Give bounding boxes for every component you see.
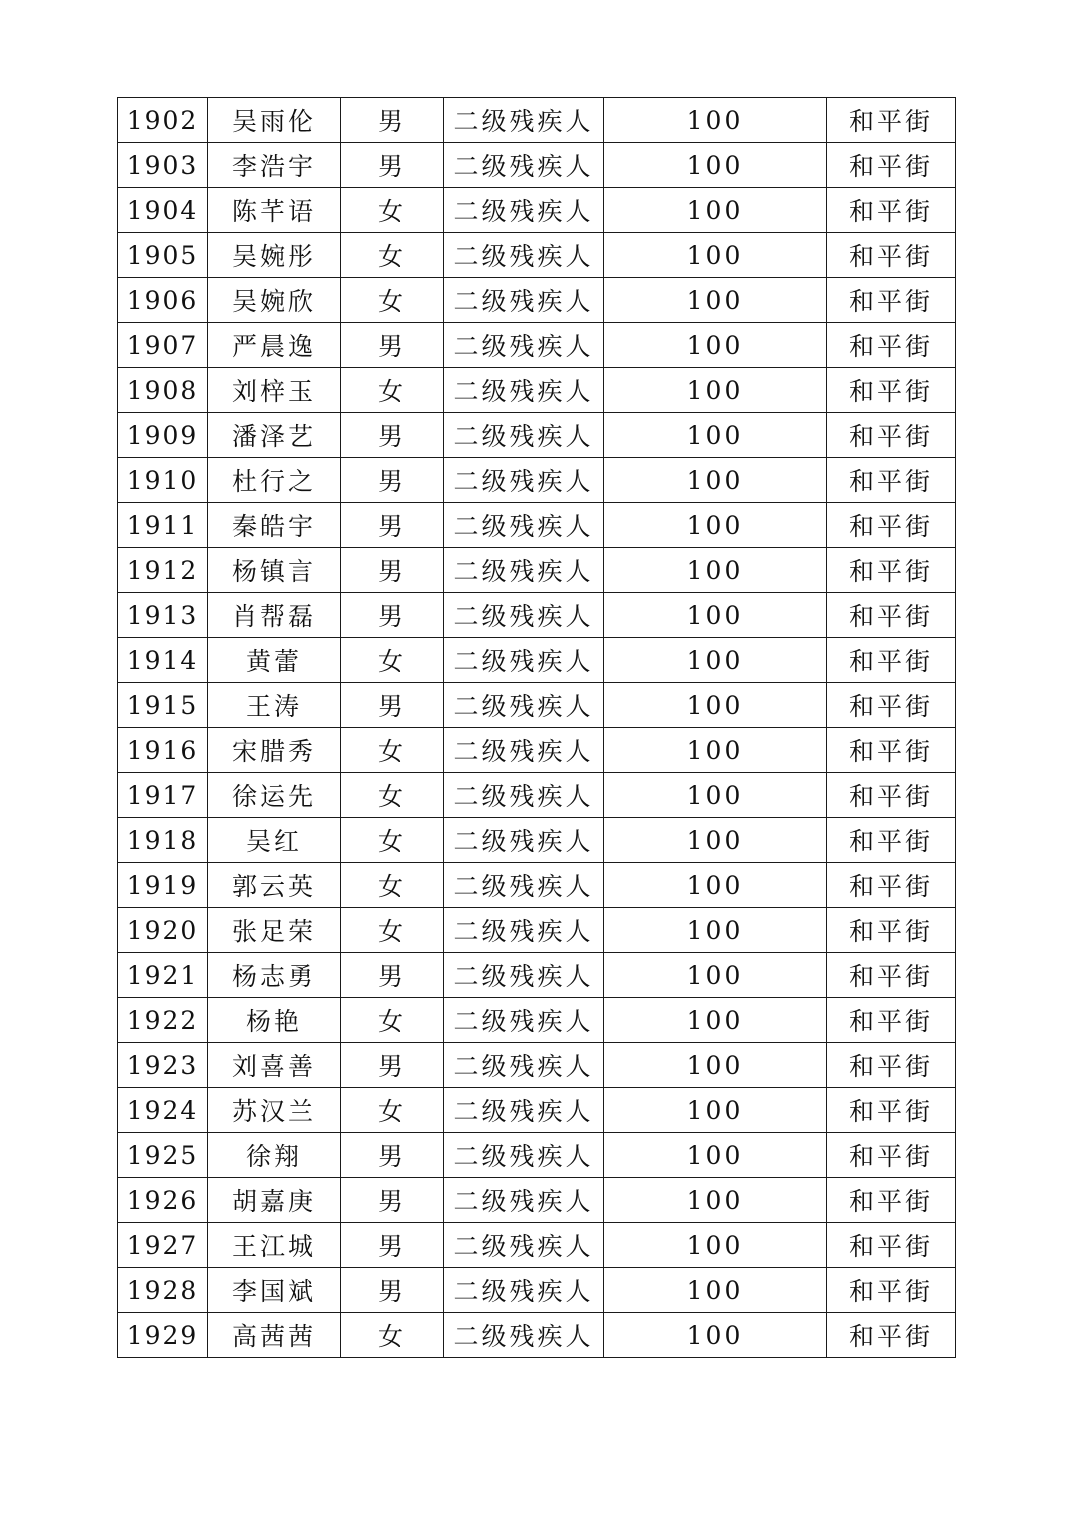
category-cell: 二级残疾人 bbox=[444, 1178, 604, 1223]
name-cell: 肖帮磊 bbox=[208, 593, 341, 638]
table-row bbox=[118, 1178, 956, 1223]
category-cell: 二级残疾人 bbox=[444, 773, 604, 818]
category-cell: 二级残疾人 bbox=[444, 323, 604, 368]
amount-cell: 100 bbox=[604, 368, 827, 413]
name-cell: 杜行之 bbox=[208, 458, 341, 503]
table-row bbox=[118, 953, 956, 998]
gender-cell: 男 bbox=[341, 1223, 444, 1268]
category-cell: 二级残疾人 bbox=[444, 683, 604, 728]
gender-cell: 女 bbox=[341, 368, 444, 413]
table-row bbox=[118, 1043, 956, 1088]
amount-cell: 100 bbox=[604, 188, 827, 233]
row-number-cell: 1924 bbox=[118, 1088, 208, 1133]
gender-cell: 男 bbox=[341, 413, 444, 458]
street-cell: 和平街 bbox=[827, 233, 956, 278]
street-cell: 和平街 bbox=[827, 1043, 956, 1088]
street-cell: 和平街 bbox=[827, 413, 956, 458]
street-cell: 和平街 bbox=[827, 458, 956, 503]
category-cell: 二级残疾人 bbox=[444, 368, 604, 413]
row-number-cell: 1925 bbox=[118, 1133, 208, 1178]
table-row bbox=[118, 1133, 956, 1178]
name-cell: 徐翔 bbox=[208, 1133, 341, 1178]
row-number-cell: 1904 bbox=[118, 188, 208, 233]
gender-cell: 女 bbox=[341, 818, 444, 863]
amount-cell: 100 bbox=[604, 98, 827, 143]
row-number-cell: 1914 bbox=[118, 638, 208, 683]
name-cell: 杨镇言 bbox=[208, 548, 341, 593]
row-number-cell: 1917 bbox=[118, 773, 208, 818]
amount-cell: 100 bbox=[604, 1088, 827, 1133]
category-cell: 二级残疾人 bbox=[444, 548, 604, 593]
street-cell: 和平街 bbox=[827, 908, 956, 953]
amount-cell: 100 bbox=[604, 1313, 827, 1358]
street-cell: 和平街 bbox=[827, 98, 956, 143]
table-row bbox=[118, 503, 956, 548]
gender-cell: 女 bbox=[341, 728, 444, 773]
table-row bbox=[118, 1223, 956, 1268]
category-cell: 二级残疾人 bbox=[444, 98, 604, 143]
street-cell: 和平街 bbox=[827, 863, 956, 908]
row-number-cell: 1902 bbox=[118, 98, 208, 143]
street-cell: 和平街 bbox=[827, 1223, 956, 1268]
gender-cell: 男 bbox=[341, 683, 444, 728]
street-cell: 和平街 bbox=[827, 1133, 956, 1178]
name-cell: 严晨逸 bbox=[208, 323, 341, 368]
category-cell: 二级残疾人 bbox=[444, 1268, 604, 1313]
table-row bbox=[118, 593, 956, 638]
street-cell: 和平街 bbox=[827, 683, 956, 728]
table-row bbox=[118, 818, 956, 863]
category-cell: 二级残疾人 bbox=[444, 638, 604, 683]
amount-cell: 100 bbox=[604, 908, 827, 953]
amount-cell: 100 bbox=[604, 143, 827, 188]
table-row bbox=[118, 863, 956, 908]
category-cell: 二级残疾人 bbox=[444, 1133, 604, 1178]
row-number-cell: 1913 bbox=[118, 593, 208, 638]
row-number-cell: 1911 bbox=[118, 503, 208, 548]
table-row bbox=[118, 773, 956, 818]
gender-cell: 男 bbox=[341, 548, 444, 593]
street-cell: 和平街 bbox=[827, 818, 956, 863]
row-number-cell: 1927 bbox=[118, 1223, 208, 1268]
table-row bbox=[118, 1268, 956, 1313]
amount-cell: 100 bbox=[604, 998, 827, 1043]
street-cell: 和平街 bbox=[827, 368, 956, 413]
table-row bbox=[118, 683, 956, 728]
table-row bbox=[118, 98, 956, 143]
category-cell: 二级残疾人 bbox=[444, 998, 604, 1043]
row-number-cell: 1905 bbox=[118, 233, 208, 278]
row-number-cell: 1920 bbox=[118, 908, 208, 953]
table-row bbox=[118, 998, 956, 1043]
name-cell: 秦皓宇 bbox=[208, 503, 341, 548]
street-cell: 和平街 bbox=[827, 998, 956, 1043]
name-cell: 王涛 bbox=[208, 683, 341, 728]
gender-cell: 女 bbox=[341, 773, 444, 818]
table-row bbox=[118, 323, 956, 368]
table-row bbox=[118, 458, 956, 503]
name-cell: 吴雨伦 bbox=[208, 98, 341, 143]
gender-cell: 男 bbox=[341, 1133, 444, 1178]
amount-cell: 100 bbox=[604, 503, 827, 548]
table-row bbox=[118, 1313, 956, 1358]
name-cell: 吴红 bbox=[208, 818, 341, 863]
name-cell: 李国斌 bbox=[208, 1268, 341, 1313]
category-cell: 二级残疾人 bbox=[444, 1043, 604, 1088]
street-cell: 和平街 bbox=[827, 638, 956, 683]
gender-cell: 女 bbox=[341, 188, 444, 233]
category-cell: 二级残疾人 bbox=[444, 233, 604, 278]
gender-cell: 女 bbox=[341, 638, 444, 683]
amount-cell: 100 bbox=[604, 638, 827, 683]
row-number-cell: 1912 bbox=[118, 548, 208, 593]
name-cell: 宋腊秀 bbox=[208, 728, 341, 773]
name-cell: 杨艳 bbox=[208, 998, 341, 1043]
row-number-cell: 1926 bbox=[118, 1178, 208, 1223]
table-row bbox=[118, 638, 956, 683]
gender-cell: 男 bbox=[341, 1043, 444, 1088]
row-number-cell: 1928 bbox=[118, 1268, 208, 1313]
amount-cell: 100 bbox=[604, 863, 827, 908]
table-row bbox=[118, 278, 956, 323]
table-row bbox=[118, 908, 956, 953]
category-cell: 二级残疾人 bbox=[444, 818, 604, 863]
table-row bbox=[118, 233, 956, 278]
row-number-cell: 1922 bbox=[118, 998, 208, 1043]
category-cell: 二级残疾人 bbox=[444, 188, 604, 233]
gender-cell: 女 bbox=[341, 1088, 444, 1133]
category-cell: 二级残疾人 bbox=[444, 278, 604, 323]
amount-cell: 100 bbox=[604, 953, 827, 998]
category-cell: 二级残疾人 bbox=[444, 1088, 604, 1133]
amount-cell: 100 bbox=[604, 593, 827, 638]
amount-cell: 100 bbox=[604, 1178, 827, 1223]
name-cell: 吴婉欣 bbox=[208, 278, 341, 323]
amount-cell: 100 bbox=[604, 1133, 827, 1178]
gender-cell: 男 bbox=[341, 953, 444, 998]
name-cell: 吴婉彤 bbox=[208, 233, 341, 278]
row-number-cell: 1903 bbox=[118, 143, 208, 188]
name-cell: 潘泽艺 bbox=[208, 413, 341, 458]
row-number-cell: 1908 bbox=[118, 368, 208, 413]
category-cell: 二级残疾人 bbox=[444, 143, 604, 188]
street-cell: 和平街 bbox=[827, 953, 956, 998]
street-cell: 和平街 bbox=[827, 188, 956, 233]
row-number-cell: 1916 bbox=[118, 728, 208, 773]
street-cell: 和平街 bbox=[827, 1313, 956, 1358]
gender-cell: 女 bbox=[341, 233, 444, 278]
table-row bbox=[118, 728, 956, 773]
street-cell: 和平街 bbox=[827, 278, 956, 323]
name-cell: 郭云英 bbox=[208, 863, 341, 908]
gender-cell: 女 bbox=[341, 863, 444, 908]
row-number-cell: 1923 bbox=[118, 1043, 208, 1088]
street-cell: 和平街 bbox=[827, 323, 956, 368]
category-cell: 二级残疾人 bbox=[444, 458, 604, 503]
name-cell: 李浩宇 bbox=[208, 143, 341, 188]
name-cell: 张足荣 bbox=[208, 908, 341, 953]
name-cell: 黄蕾 bbox=[208, 638, 341, 683]
amount-cell: 100 bbox=[604, 773, 827, 818]
name-cell: 刘梓玉 bbox=[208, 368, 341, 413]
amount-cell: 100 bbox=[604, 458, 827, 503]
street-cell: 和平街 bbox=[827, 143, 956, 188]
category-cell: 二级残疾人 bbox=[444, 908, 604, 953]
row-number-cell: 1921 bbox=[118, 953, 208, 998]
row-number-cell: 1918 bbox=[118, 818, 208, 863]
row-number-cell: 1929 bbox=[118, 1313, 208, 1358]
amount-cell: 100 bbox=[604, 278, 827, 323]
beneficiary-table bbox=[117, 97, 956, 1358]
table-row bbox=[118, 188, 956, 233]
gender-cell: 男 bbox=[341, 1268, 444, 1313]
street-cell: 和平街 bbox=[827, 1268, 956, 1313]
row-number-cell: 1906 bbox=[118, 278, 208, 323]
street-cell: 和平街 bbox=[827, 503, 956, 548]
amount-cell: 100 bbox=[604, 1268, 827, 1313]
category-cell: 二级残疾人 bbox=[444, 593, 604, 638]
table-body bbox=[118, 98, 956, 1358]
amount-cell: 100 bbox=[604, 818, 827, 863]
name-cell: 胡嘉庚 bbox=[208, 1178, 341, 1223]
category-cell: 二级残疾人 bbox=[444, 413, 604, 458]
gender-cell: 女 bbox=[341, 1313, 444, 1358]
table-row bbox=[118, 143, 956, 188]
row-number-cell: 1909 bbox=[118, 413, 208, 458]
gender-cell: 女 bbox=[341, 998, 444, 1043]
name-cell: 王江城 bbox=[208, 1223, 341, 1268]
row-number-cell: 1910 bbox=[118, 458, 208, 503]
amount-cell: 100 bbox=[604, 548, 827, 593]
gender-cell: 男 bbox=[341, 143, 444, 188]
amount-cell: 100 bbox=[604, 728, 827, 773]
category-cell: 二级残疾人 bbox=[444, 863, 604, 908]
category-cell: 二级残疾人 bbox=[444, 1223, 604, 1268]
amount-cell: 100 bbox=[604, 1223, 827, 1268]
street-cell: 和平街 bbox=[827, 1178, 956, 1223]
street-cell: 和平街 bbox=[827, 593, 956, 638]
gender-cell: 男 bbox=[341, 323, 444, 368]
row-number-cell: 1915 bbox=[118, 683, 208, 728]
gender-cell: 男 bbox=[341, 1178, 444, 1223]
name-cell: 陈芊语 bbox=[208, 188, 341, 233]
gender-cell: 男 bbox=[341, 98, 444, 143]
name-cell: 徐运先 bbox=[208, 773, 341, 818]
street-cell: 和平街 bbox=[827, 773, 956, 818]
gender-cell: 女 bbox=[341, 278, 444, 323]
amount-cell: 100 bbox=[604, 413, 827, 458]
row-number-cell: 1907 bbox=[118, 323, 208, 368]
amount-cell: 100 bbox=[604, 323, 827, 368]
category-cell: 二级残疾人 bbox=[444, 503, 604, 548]
gender-cell: 男 bbox=[341, 503, 444, 548]
table-row bbox=[118, 368, 956, 413]
table-row bbox=[118, 413, 956, 458]
gender-cell: 男 bbox=[341, 458, 444, 503]
category-cell: 二级残疾人 bbox=[444, 1313, 604, 1358]
name-cell: 高茜茜 bbox=[208, 1313, 341, 1358]
row-number-cell: 1919 bbox=[118, 863, 208, 908]
name-cell: 杨志勇 bbox=[208, 953, 341, 998]
street-cell: 和平街 bbox=[827, 728, 956, 773]
street-cell: 和平街 bbox=[827, 548, 956, 593]
category-cell: 二级残疾人 bbox=[444, 953, 604, 998]
street-cell: 和平街 bbox=[827, 1088, 956, 1133]
gender-cell: 男 bbox=[341, 593, 444, 638]
table-row bbox=[118, 1088, 956, 1133]
category-cell: 二级残疾人 bbox=[444, 728, 604, 773]
name-cell: 刘喜善 bbox=[208, 1043, 341, 1088]
amount-cell: 100 bbox=[604, 1043, 827, 1088]
name-cell: 苏汉兰 bbox=[208, 1088, 341, 1133]
amount-cell: 100 bbox=[604, 683, 827, 728]
table-row bbox=[118, 548, 956, 593]
gender-cell: 女 bbox=[341, 908, 444, 953]
amount-cell: 100 bbox=[604, 233, 827, 278]
